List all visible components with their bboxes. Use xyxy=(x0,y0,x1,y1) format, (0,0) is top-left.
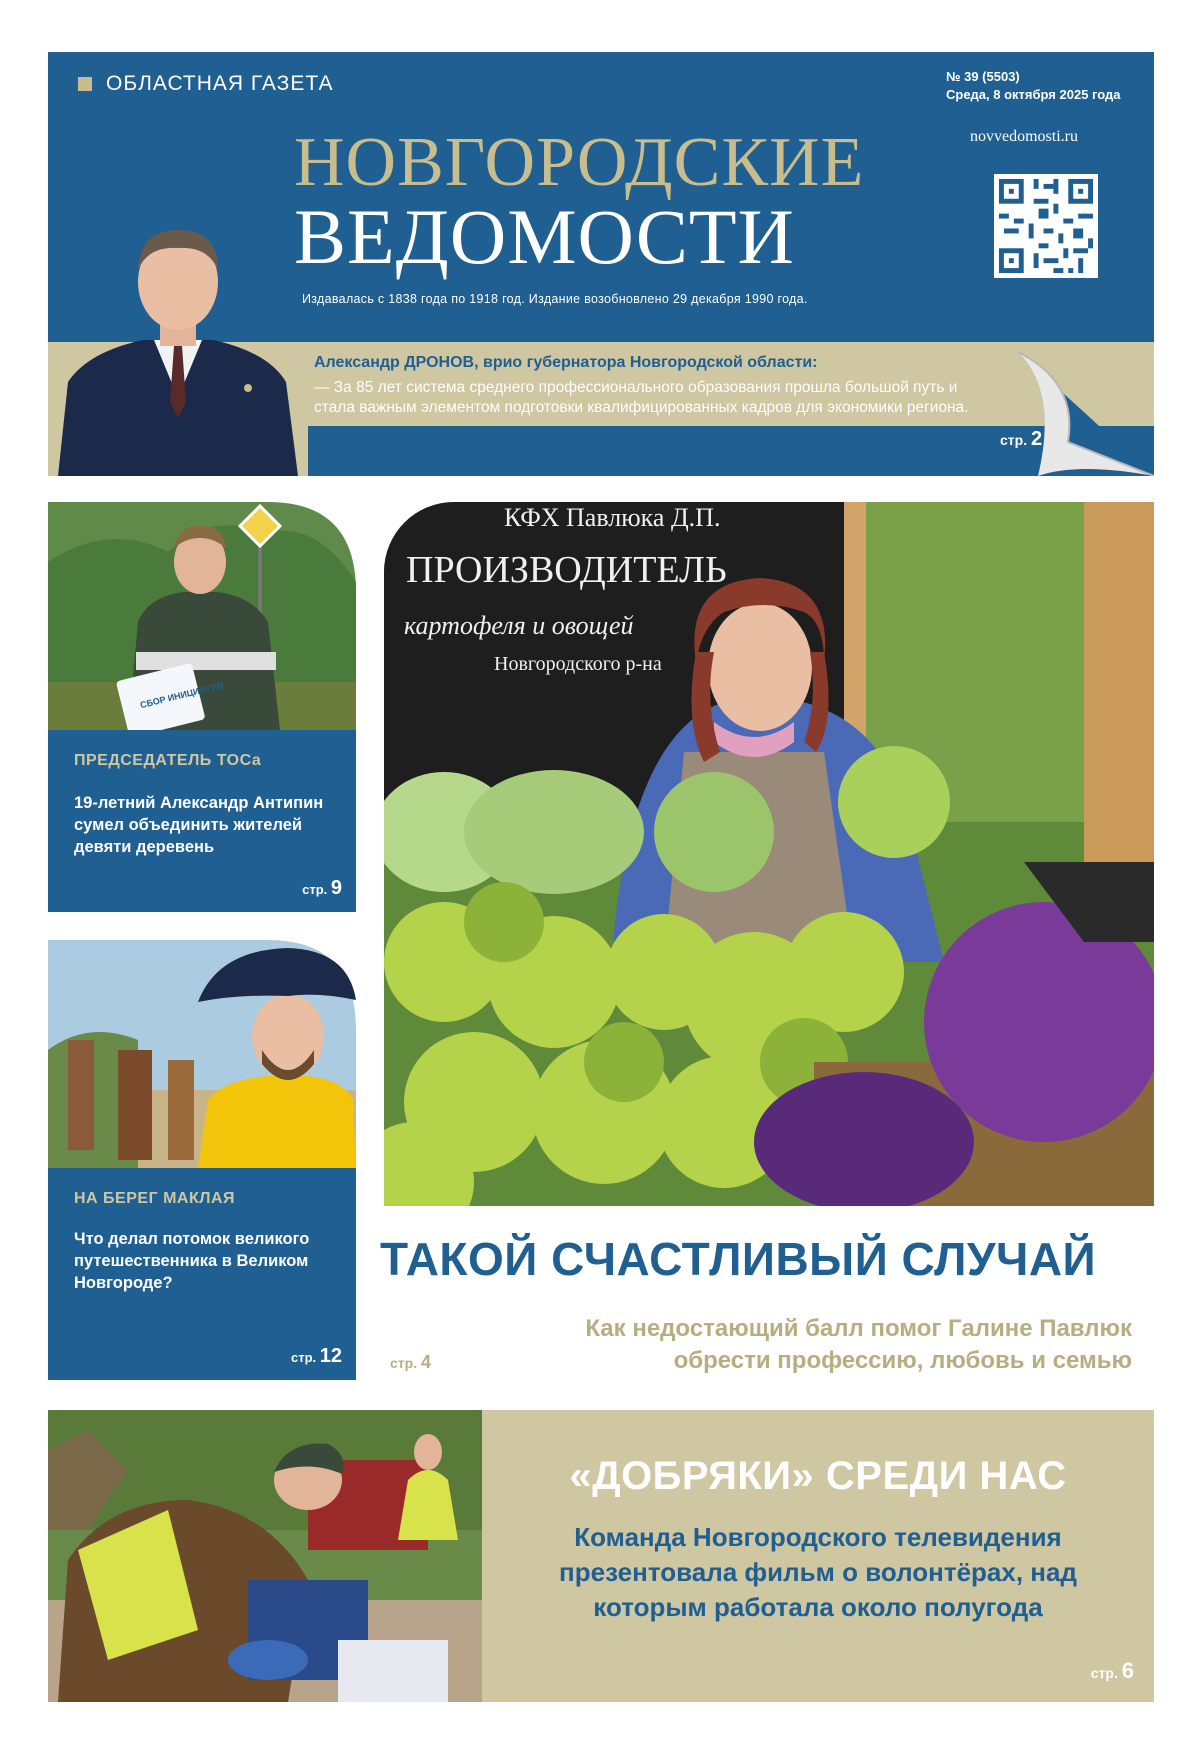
masthead xyxy=(48,52,1154,476)
issue-info xyxy=(946,68,1121,104)
masthead-title-line2: ВЕДОМОСТИ xyxy=(294,193,795,280)
page-label: стр. xyxy=(290,1350,317,1365)
governor-portrait xyxy=(48,212,308,476)
newspaper-tag: ОБЛАСТНАЯ ГАЗЕТА xyxy=(106,72,334,95)
sign-line4: Новгородского р-на xyxy=(494,653,662,675)
page-label: стр. xyxy=(390,1355,418,1371)
website-link[interactable]: novvedomosti.ru xyxy=(970,128,1078,145)
bottom-headline: «ДОБРЯКИ» СРЕДИ НАС xyxy=(569,1454,1067,1498)
qr-code-icon[interactable] xyxy=(994,174,1098,278)
page-number: 2 xyxy=(1030,428,1043,450)
bottom-page-ref[interactable] xyxy=(1091,1658,1134,1684)
bottom-subheadline: Команда Новгородского телевидения презентовала фильм о волонтёрах, над которым работала около полугода xyxy=(559,1522,1077,1622)
main-subheadline xyxy=(460,1313,1132,1377)
teaser-kicker: НА БЕРЕГ МАКЛАЯ xyxy=(74,1190,236,1207)
page-label: стр. xyxy=(1090,1665,1118,1681)
teaser-photo xyxy=(48,502,356,730)
bottom-story-panel[interactable] xyxy=(482,1410,1154,1702)
issue-date: Среда, 8 октября 2025 года xyxy=(946,87,1121,102)
sign-line3: картофеля и овощей xyxy=(404,611,634,640)
masthead-page-ref[interactable] xyxy=(1000,428,1042,451)
publication-history: Издавалась с 1838 года по 1918 год. Издание возобновлено 29 декабря 1990 года. xyxy=(302,292,808,306)
main-headline[interactable]: ТАКОЙ СЧАСТЛИВЫЙ СЛУЧАЙ xyxy=(380,1233,1097,1285)
teaser-page-ref[interactable] xyxy=(302,877,342,900)
photo-sign-text: СБОР ИНИЦИАТИВ xyxy=(139,679,225,711)
masthead-title-line1: НОВГОРОДСКИЕ xyxy=(294,124,865,201)
page-label: стр. xyxy=(302,882,328,897)
page-curl-icon xyxy=(1018,352,1154,476)
teaser-photo xyxy=(48,940,356,1168)
page-number: 6 xyxy=(1121,1658,1134,1683)
main-subheadline-line1: Как недостающий балл помог Галине Павлюк xyxy=(585,1315,1132,1342)
teaser-description: 19-летний Александр Антипин сумел объединить жителей девяти деревень xyxy=(74,794,324,856)
teaser-page-ref[interactable] xyxy=(291,1345,342,1368)
quote-author: Александр ДРОНОВ, врио губернатора Новгородской области: xyxy=(314,354,818,371)
volunteers-photo xyxy=(48,1410,482,1702)
issue-number: № 39 (5503) xyxy=(946,69,1020,84)
sign-line1: КФХ Павлюка Д.П. xyxy=(504,503,721,532)
quote-text: — За 85 лет система среднего профессионального образования прошла большой путь и стала важным элементом подготовки квалифицированных кадров для экономики региона. xyxy=(314,379,969,416)
tag-marker xyxy=(78,77,92,91)
teaser-kicker: ПРЕДСЕДАТЕЛЬ ТОСа xyxy=(74,752,262,769)
teaser-maclay[interactable] xyxy=(48,940,356,1380)
page-number: 12 xyxy=(319,1345,342,1367)
main-page-ref[interactable] xyxy=(390,1352,431,1373)
farmer-market-photo xyxy=(384,502,1154,1206)
teaser-description: Что делал потомок великого путешественника в Великом Новгороде? xyxy=(74,1230,310,1292)
sign-line2: ПРОИЗВОДИТЕЛЬ xyxy=(406,549,727,591)
page-number: 4 xyxy=(420,1352,431,1372)
teaser-toc-chairman[interactable] xyxy=(48,502,356,912)
bottom-story-photo[interactable] xyxy=(48,1410,482,1702)
main-subheadline-line2: обрести профессию, любовь и семью xyxy=(673,1347,1132,1374)
main-story-photo[interactable] xyxy=(384,502,1154,1206)
page-number: 9 xyxy=(330,877,342,899)
page-label: стр. xyxy=(1000,432,1028,448)
